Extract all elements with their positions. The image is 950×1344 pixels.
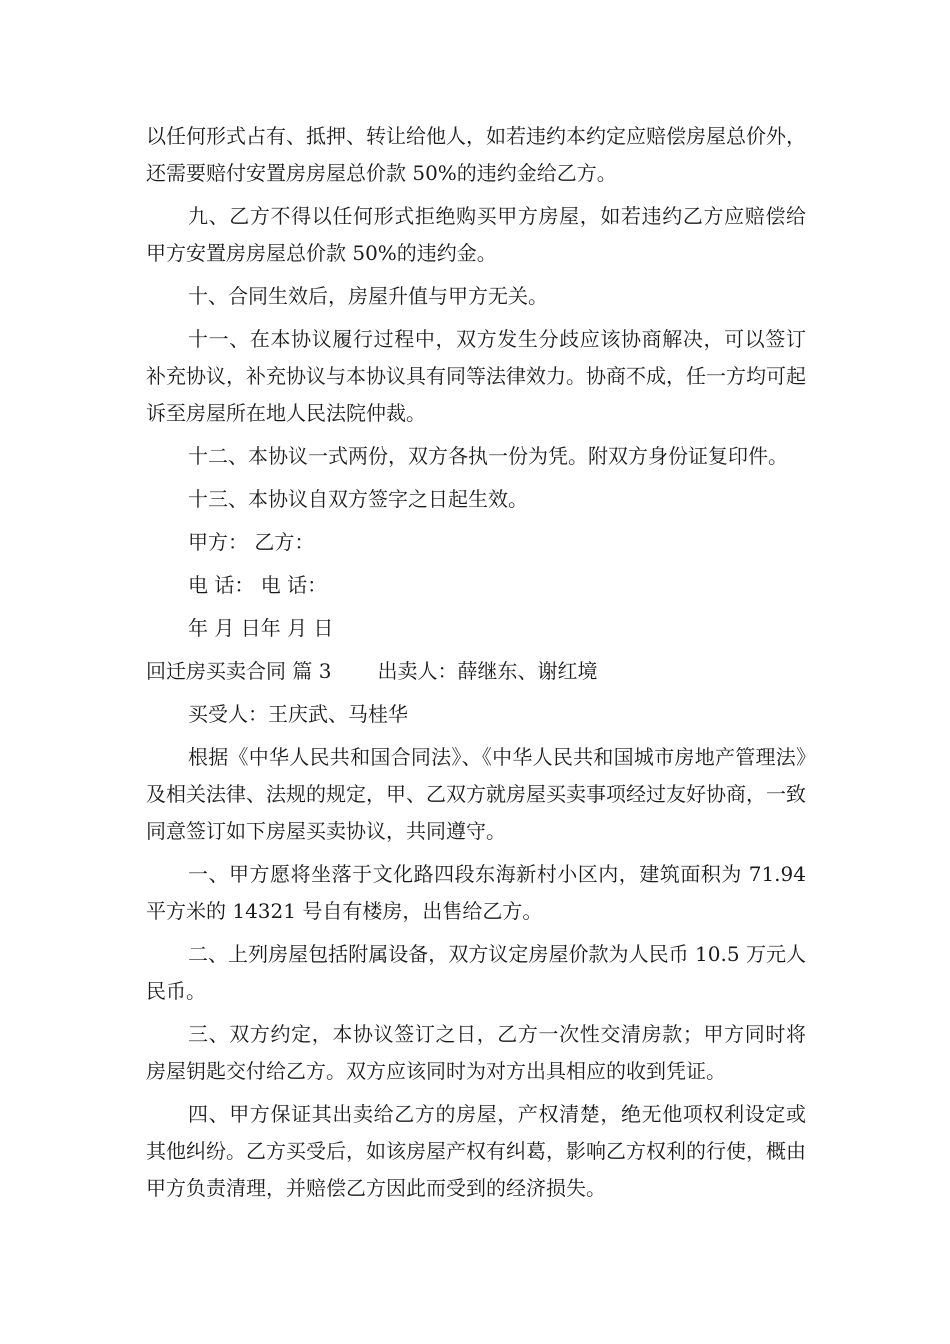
buyer-line: 买受人：王庆武、马桂华 xyxy=(188,702,408,726)
paragraph-clause-1: 一、甲方愿将坐落于文化路四段东海新村小区内，建筑面积为 71.94 平方米的 14321 号自有楼房，出售给乙方。 xyxy=(146,862,813,923)
section-heading: 回迁房买卖合同 篇 3 xyxy=(146,659,332,683)
paragraph-1: 以任何形式占有、抵押、转让给他人，如若违约本约定应赔偿房屋总价外，还需要赔付安置房房屋总价款 50%的违约金给乙方。 xyxy=(146,124,806,185)
paragraph-preamble: 根据《中华人民共和国合同法》、《中华人民共和国城市房地产管理法》及相关法律、法规的规定，甲、乙双方就房屋买卖事项经过友好协商，一致同意签订如下房屋买卖协议，共同遵守。 xyxy=(146,745,806,843)
signature-parties-line: 甲方： 乙方： xyxy=(188,530,315,554)
section-heading-row xyxy=(146,653,806,690)
paragraph-clause-13: 十三、本协议自双方签字之日起生效。 xyxy=(188,487,528,511)
paragraph-clause-10: 十、合同生效后，房屋升值与甲方无关。 xyxy=(188,284,548,308)
paragraph-clause-3: 三、双方约定，本协议签订之日，乙方一次性交清房款；甲方同时将房屋钥匙交付给乙方。双方应该同时为对方出具相应的收到凭证。 xyxy=(146,1022,806,1083)
signature-phone-line: 电 话： 电 话： xyxy=(188,573,328,597)
paragraph-clause-12: 十二、本协议一式两份，双方各执一份为凭。附双方身份证复印件。 xyxy=(188,444,788,468)
document-page xyxy=(146,118,813,1213)
paragraph-clause-9: 九、乙方不得以任何形式拒绝购买甲方房屋，如若违约乙方应赔偿给甲方安置房房屋总价款 50%的违约金。 xyxy=(146,204,806,265)
signature-date-line: 年 月 日年 月 日 xyxy=(188,616,334,640)
paragraph-clause-11: 十一、在本协议履行过程中，双方发生分歧应该协商解决，可以签订补充协议，补充协议与本协议具有同等法律效力。协商不成，任一方均可起诉至房屋所在地人民法院仲裁。 xyxy=(146,327,806,425)
seller-line: 出卖人：薛继东、谢红境 xyxy=(377,659,598,683)
paragraph-clause-4: 四、甲方保证其出卖给乙方的房屋，产权清楚，绝无他项权利设定或其他纠纷。乙方买受后，如该房屋产权有纠葛，影响乙方权利的行使，概由甲方负责清理，并赔偿乙方因此而受到的经济损失。 xyxy=(146,1102,806,1200)
paragraph-clause-2: 二、上列房屋包括附属设备，双方议定房屋价款为人民币 10.5 万元人民币。 xyxy=(146,942,806,1003)
